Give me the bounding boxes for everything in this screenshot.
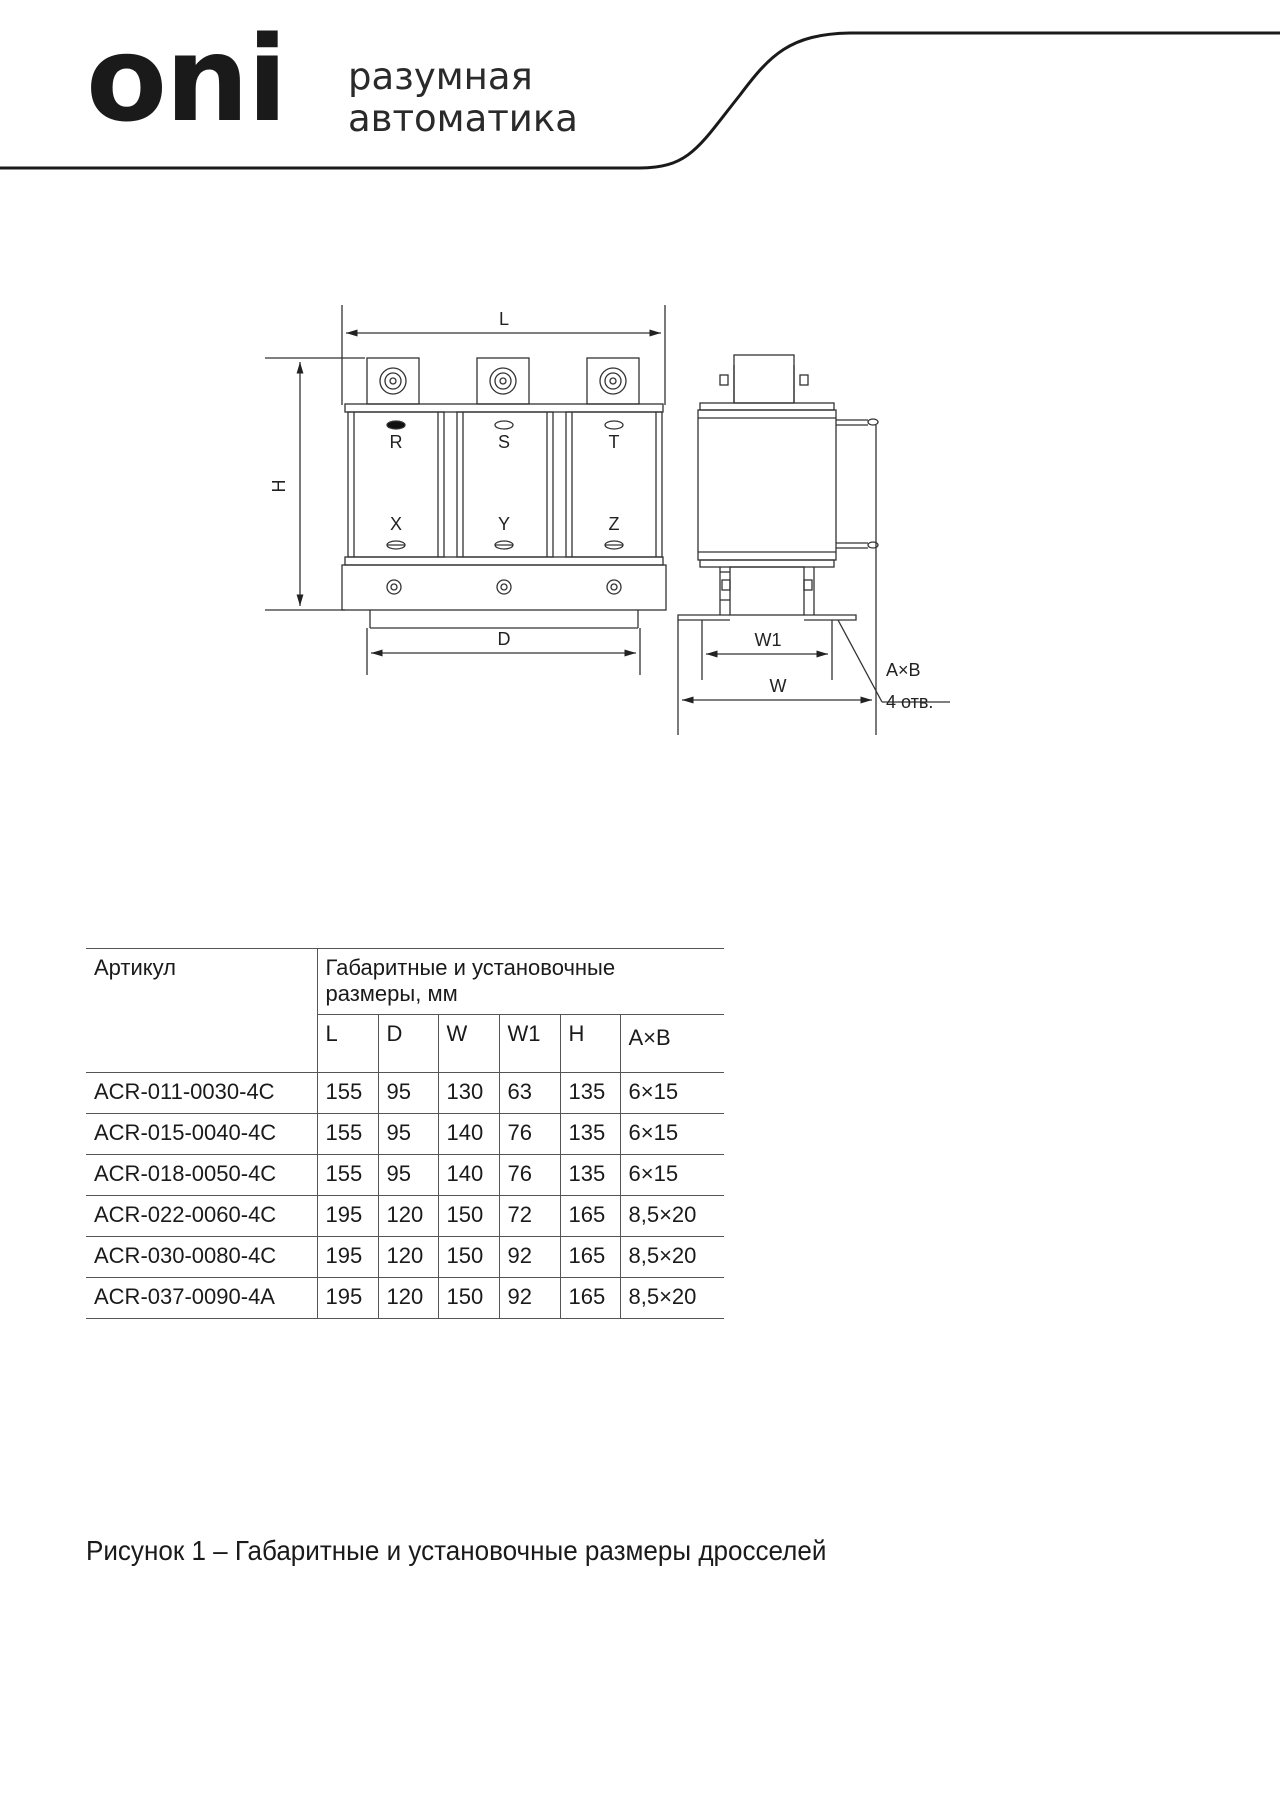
table-cell: 120	[378, 1237, 438, 1278]
table-cell: 8,5×20	[620, 1237, 724, 1278]
table-cell: 76	[499, 1114, 560, 1155]
table-cell: 135	[560, 1155, 620, 1196]
table-cell: 63	[499, 1073, 560, 1114]
terminal-label-Z: Z	[608, 514, 620, 534]
hole-size-label: A×B	[886, 660, 921, 680]
table-cell: ACR-030-0080-4C	[86, 1237, 317, 1278]
table-cell: 155	[317, 1073, 378, 1114]
table-cell: 95	[378, 1114, 438, 1155]
table-row	[86, 1196, 724, 1237]
terminal-label-S: S	[497, 432, 511, 452]
dim-label-L: L	[498, 309, 510, 329]
header-dimensions-line1: Габаритные и установочные	[325, 955, 616, 980]
table-cell: 195	[317, 1278, 378, 1319]
reactor-dimension-drawing	[250, 290, 970, 750]
header-dimensions-group	[317, 949, 724, 1015]
dim-label-W1: W1	[754, 630, 782, 650]
table-cell: 130	[438, 1073, 499, 1114]
terminal-label-T: T	[608, 432, 620, 452]
column-header-W: W	[438, 1015, 499, 1073]
table-cell: ACR-022-0060-4C	[86, 1196, 317, 1237]
table-cell: 120	[378, 1278, 438, 1319]
table-cell: 135	[560, 1114, 620, 1155]
table-cell: 155	[317, 1155, 378, 1196]
table-cell: ACR-037-0090-4A	[86, 1278, 317, 1319]
table-cell: 150	[438, 1196, 499, 1237]
front-view	[265, 305, 666, 675]
logo-tagline-line2: автоматика	[348, 97, 578, 140]
dimensions-table	[86, 948, 724, 1319]
table-cell: 8,5×20	[620, 1278, 724, 1319]
column-header-L: L	[317, 1015, 378, 1073]
table-cell: 120	[378, 1196, 438, 1237]
table-row	[86, 1073, 724, 1114]
terminal-label-X: X	[389, 514, 403, 534]
table-cell: 92	[499, 1278, 560, 1319]
table-cell: 95	[378, 1155, 438, 1196]
table-cell: 8,5×20	[620, 1196, 724, 1237]
column-header-AxB: A×B	[620, 1015, 724, 1073]
table-cell: ACR-018-0050-4C	[86, 1155, 317, 1196]
table-cell: 195	[317, 1237, 378, 1278]
table-cell: 165	[560, 1237, 620, 1278]
table-cell: 150	[438, 1278, 499, 1319]
table-cell: 95	[378, 1073, 438, 1114]
hole-count-label: 4 отв.	[886, 692, 934, 712]
table-cell: 72	[499, 1196, 560, 1237]
table-cell: 6×15	[620, 1155, 724, 1196]
column-header-H: H	[560, 1015, 620, 1073]
table-cell: ACR-011-0030-4C	[86, 1073, 317, 1114]
figure-caption: Рисунок 1 – Габаритные и установочные размеры дросселей	[86, 1535, 827, 1566]
table-cell: 165	[560, 1278, 620, 1319]
logo-tagline-line1: разумная	[348, 55, 533, 98]
table-cell: ACR-015-0040-4C	[86, 1114, 317, 1155]
table-row	[86, 1155, 724, 1196]
table-cell: 6×15	[620, 1114, 724, 1155]
table-row	[86, 1237, 724, 1278]
logo-oni: oni	[86, 10, 286, 148]
table-cell: 76	[499, 1155, 560, 1196]
table-cell: 195	[317, 1196, 378, 1237]
table-cell: 155	[317, 1114, 378, 1155]
table-cell: 92	[499, 1237, 560, 1278]
table-cell: 165	[560, 1196, 620, 1237]
header-dimensions-line2: размеры, мм	[325, 981, 458, 1006]
terminal-label-R: R	[389, 432, 403, 452]
header-article-label: Артикул	[94, 955, 177, 980]
table-cell: 140	[438, 1114, 499, 1155]
column-header-D: D	[378, 1015, 438, 1073]
page-header	[0, 0, 1280, 180]
dim-label-H: H	[269, 479, 289, 493]
terminal-label-Y: Y	[497, 514, 511, 534]
table-cell: 140	[438, 1155, 499, 1196]
table-cell: 150	[438, 1237, 499, 1278]
logo-tagline	[348, 56, 578, 140]
table-cell: 6×15	[620, 1073, 724, 1114]
column-header-W1: W1	[499, 1015, 560, 1073]
table-cell: 135	[560, 1073, 620, 1114]
dim-label-W: W	[769, 676, 787, 696]
dim-label-D: D	[497, 629, 511, 649]
header-article	[86, 949, 317, 1073]
table-row	[86, 1114, 724, 1155]
table-row	[86, 1278, 724, 1319]
terminal-screws	[380, 368, 626, 594]
